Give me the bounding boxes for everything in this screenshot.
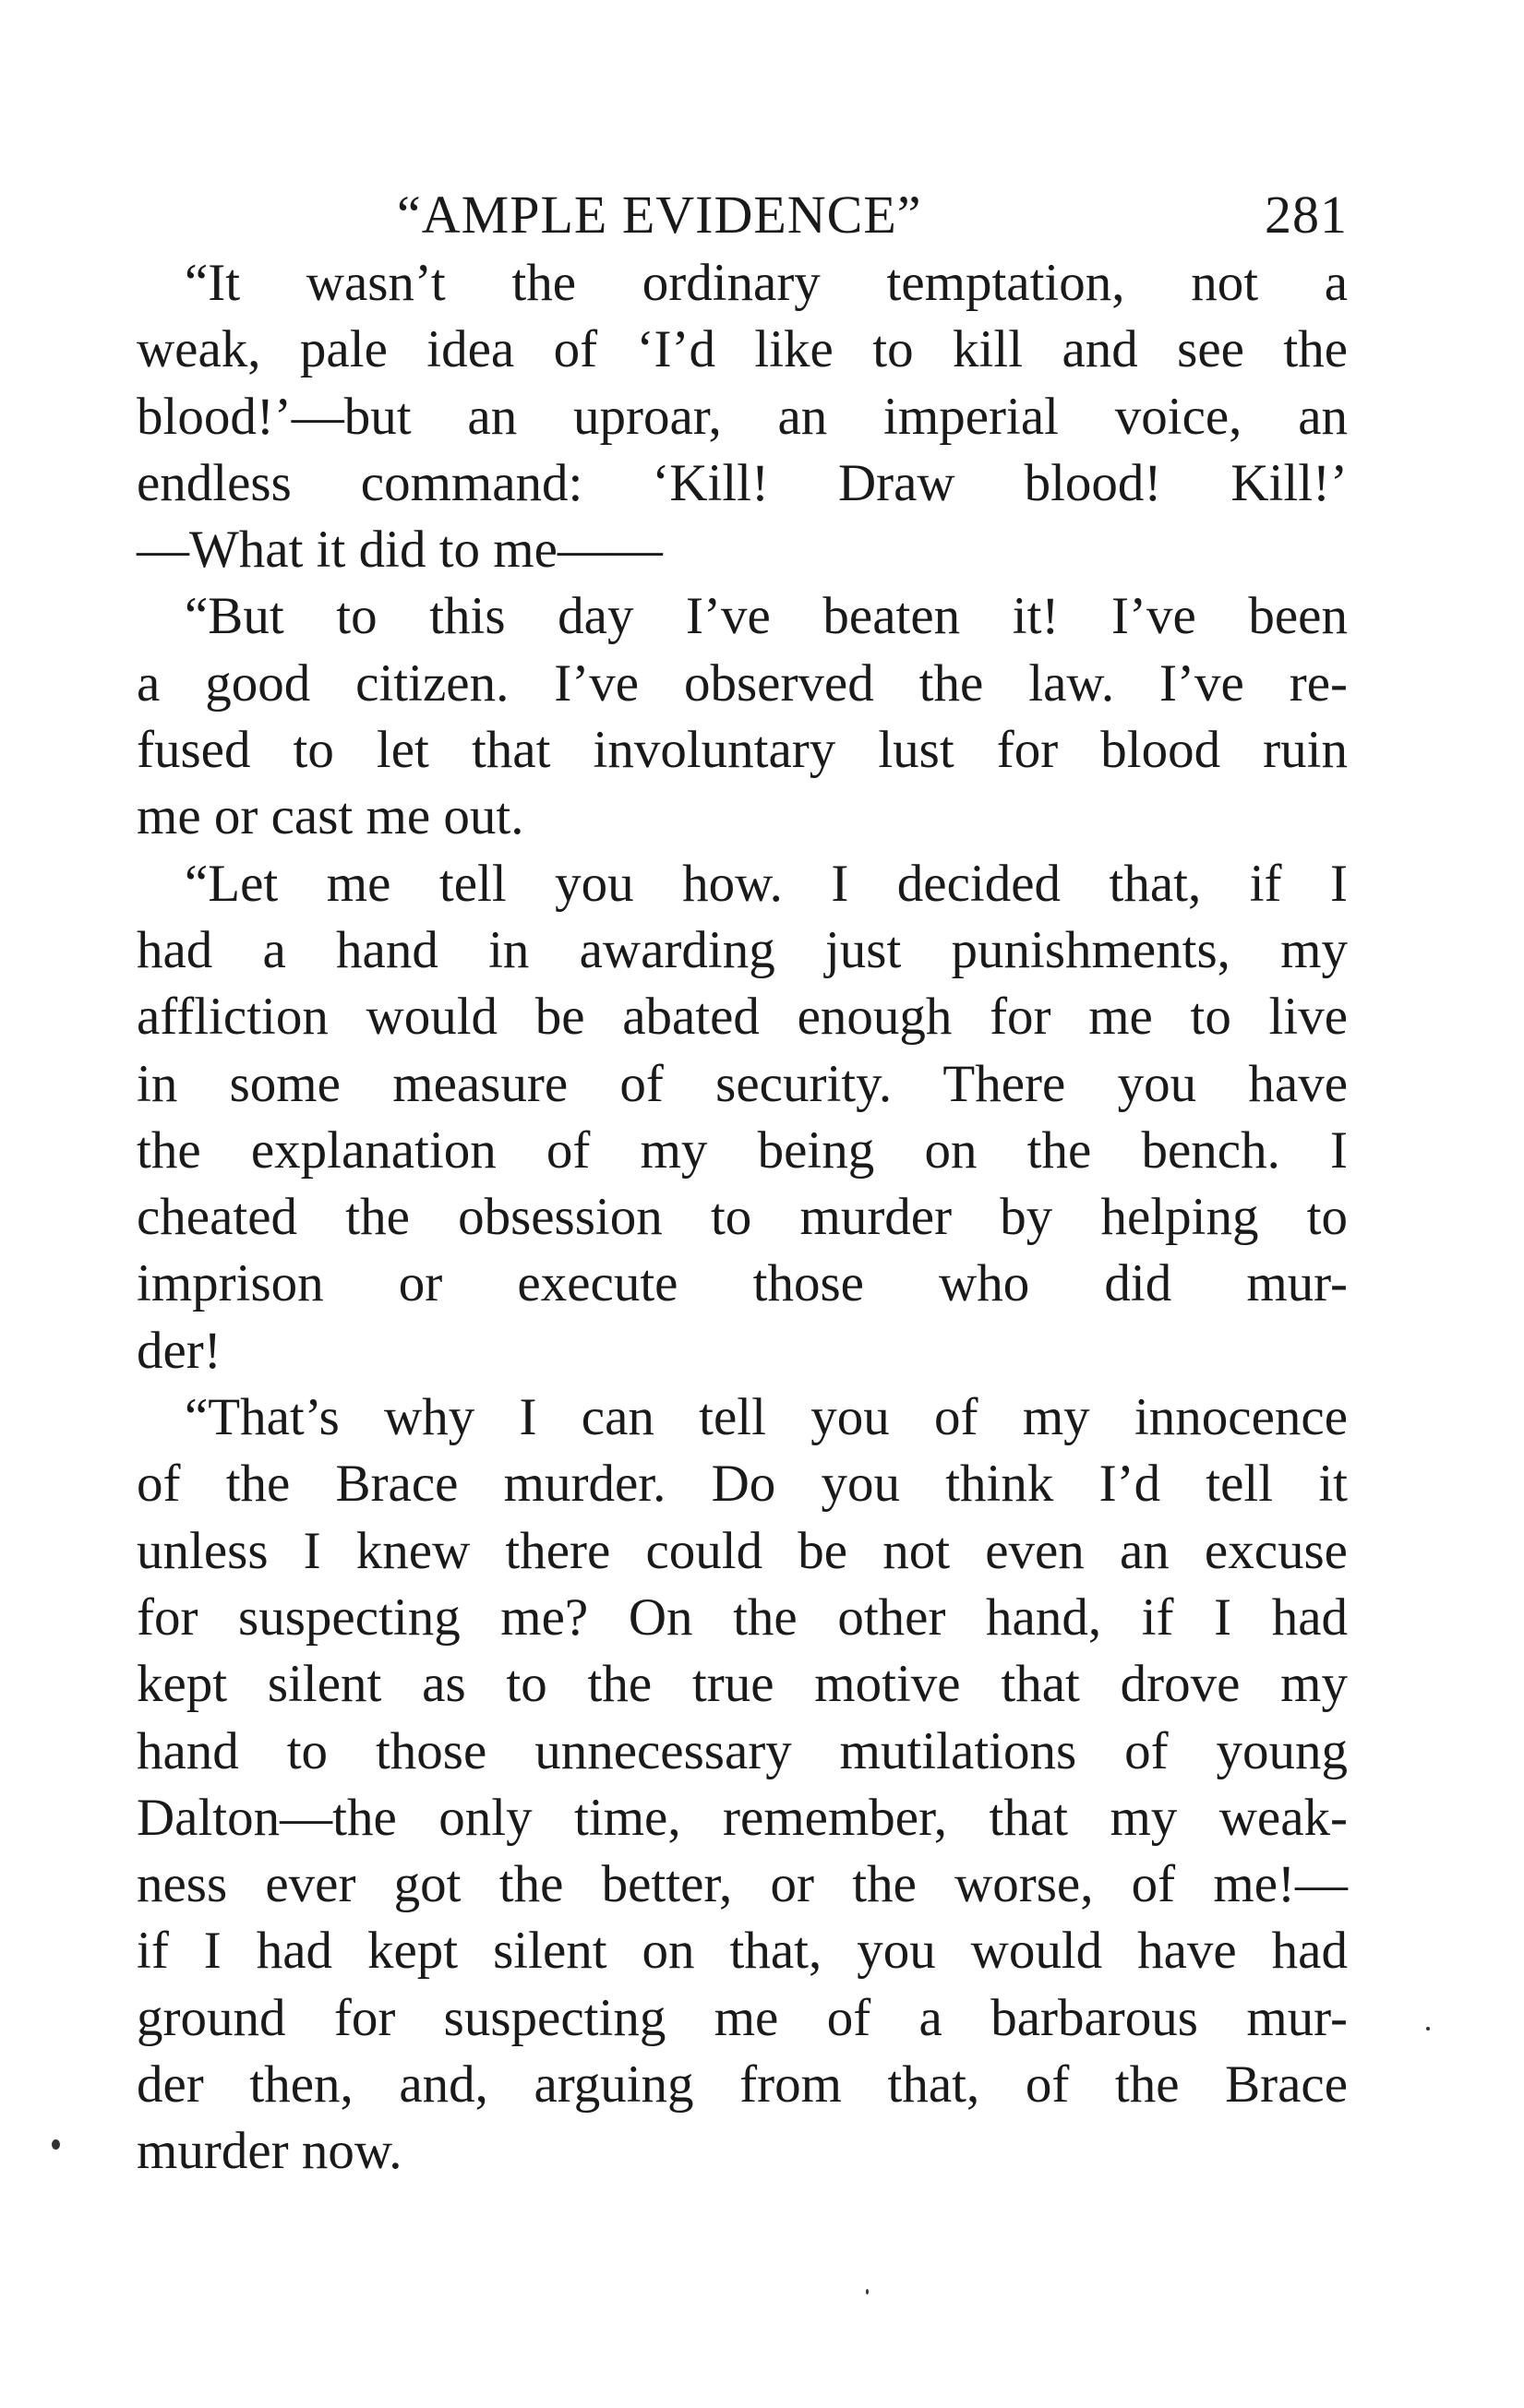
text-line: der then, and, arguing from that, of the Brace [137,2055,1348,2114]
text-line: “That’s why I can tell you of my innocence [185,1388,1348,1447]
paragraph-3 [137,851,1348,1384]
chapter-title: “AMPLE EVIDENCE” [397,185,922,245]
text-line: Dalton—the only time, remember, that my weak- [137,1788,1348,1847]
ink-speck [52,2139,60,2150]
text-line: weak, pale idea of ‘I’d like to kill and see the [137,320,1348,379]
text-line: had a hand in awarding just punishments, my [137,920,1348,979]
text-line: der! [137,1321,222,1380]
text-line: fused to let that involuntary lust for blood ruin [137,721,1348,780]
body-text [137,250,1348,2186]
page-number: 281 [1265,185,1348,245]
text-line: cheated the obsession to murder by helping to [137,1188,1348,1247]
text-line: “Let me tell you how. I decided that, if I [185,854,1348,913]
text-line: ground for suspecting me of a barbarous mur- [137,1988,1348,2047]
text-line: “It wasn’t the ordinary temptation, not a [185,254,1348,312]
text-line: me or cast me out. [137,787,524,846]
text-line: endless command: ‘Kill! Draw blood! Kill!’ [137,453,1348,512]
text-line: for suspecting me? On the other hand, if I had [137,1587,1348,1647]
text-line: the explanation of my being on the bench. I [137,1120,1348,1180]
text-line: —What it did to me—— [137,521,663,580]
text-line: blood!’—but an uproar, an imperial voice, an [137,387,1348,446]
ink-speck [1426,2027,1430,2031]
paragraph-1 [137,250,1348,583]
paragraph-4 [137,1384,1348,2186]
text-line: ness ever got the better, or the worse, of me!— [137,1855,1348,1914]
text-line: imprison or execute those who did mur- [137,1254,1348,1313]
text-line: in some measure of security. There you have [137,1054,1348,1113]
ink-speck [866,2289,869,2294]
text-line: if I had kept silent on that, you would have had [137,1922,1348,1981]
text-line: unless I knew there could be not even an excuse [137,1521,1348,1580]
text-line: of the Brace murder. Do you think I’d tell it [137,1455,1348,1514]
text-line: kept silent as to the true motive that drove my [137,1655,1348,1714]
text-line: “But to this day I’ve beaten it! I’ve been [185,587,1348,646]
text-line: a good citizen. I’ve observed the law. I’ve re- [137,653,1348,713]
running-head [137,180,1348,250]
text-line: murder now. [137,2122,402,2181]
paragraph-2 [137,583,1348,850]
book-page [137,180,1348,2186]
text-line: hand to those unnecessary mutilations of young [137,1721,1348,1780]
text-line: affliction would be abated enough for me to live [137,988,1348,1047]
